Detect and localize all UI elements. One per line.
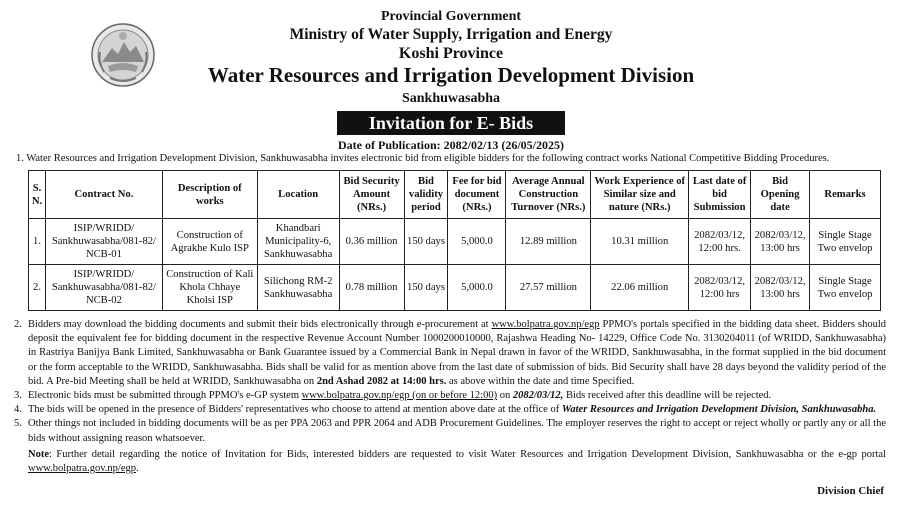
cell-contract-no: ISIP/WRIDD/ Sankhuwasabha/081-82/ NCB-02 bbox=[45, 265, 162, 311]
note-text-part: : Further detail regarding the notice of Invitation for Bids, interested bidders are requested to visit Water Resources and Irrigation Development Division, Sankhuwasabha or the e-gp portal bbox=[49, 448, 886, 460]
th-description: Description of works bbox=[162, 171, 257, 219]
note-text-part: The bids will be opened in the presence of Bidders' representatives who choose to attend at mention above date at the office of bbox=[28, 404, 562, 416]
cell-validity: 150 days bbox=[404, 265, 448, 311]
cell-sn: 2. bbox=[29, 265, 46, 311]
cell-remarks: Single Stage Two envelop bbox=[810, 219, 881, 265]
province-line: Koshi Province bbox=[398, 45, 504, 62]
th-turnover: Average Annual Construction Turnover (NRs.) bbox=[506, 171, 591, 219]
ministry-line: Ministry of Water Supply, Irrigation and Energy bbox=[289, 26, 613, 43]
note-text-part: Bids received after this deadline will be rejected. bbox=[563, 390, 772, 402]
intro-number: 1. bbox=[16, 153, 24, 164]
district-line: Sankhuwasabha bbox=[401, 91, 501, 106]
cell-sn: 1. bbox=[29, 219, 46, 265]
cell-experience: 22.06 million bbox=[591, 265, 689, 311]
th-opening-date: Bid Opening date bbox=[751, 171, 810, 219]
intro-paragraph bbox=[16, 153, 894, 164]
cell-location: Khandbari Municipality-6, Sankhuwasabha bbox=[257, 219, 339, 265]
note-text-part: as above within the date and time Specified. bbox=[446, 375, 635, 387]
note-number: 4. bbox=[14, 404, 22, 416]
note-text-part: . bbox=[136, 463, 139, 475]
cell-validity: 150 days bbox=[404, 219, 448, 265]
note-2 bbox=[14, 318, 886, 389]
cell-description: Construction of Kali Khola Chhaye Kholsi ISP bbox=[162, 265, 257, 311]
note-text-part: Bidders may download the bidding documents and submit their bids electronically through e-procurement at bbox=[28, 319, 492, 330]
table-header-row bbox=[29, 171, 881, 219]
note-text: Other things not included in bidding documents will be as per PPA 2063 and PPR 2064 and ADB Procurement Guidelines. The employer reserves the right to accept or reject wholly or partly any or all the bids without assigning reason whatsoever. bbox=[28, 418, 886, 444]
cell-last-date: 2082/03/12, 12:00 hrs. bbox=[689, 219, 751, 265]
signature: Division Chief bbox=[817, 485, 884, 497]
cell-fee: 5,000.0 bbox=[448, 265, 506, 311]
cell-opening-date: 2082/03/12, 13:00 hrs bbox=[751, 265, 810, 311]
cell-fee: 5,000.0 bbox=[448, 219, 506, 265]
cell-experience: 10.31 million bbox=[591, 219, 689, 265]
th-sn: S. N. bbox=[29, 171, 46, 219]
govt-line: Provincial Government bbox=[380, 9, 522, 24]
bolpatra-link[interactable]: www.bolpatra.gov.np/egp bbox=[491, 319, 600, 330]
deadline-date: 2082/03/12, bbox=[512, 390, 564, 402]
note-text-part: PPMO's portals specified in the bidding data sheet. Bidders should deposit the equivalent fee for bidding document in the respective Revenue Account Number 1000200010000, Rajashwa Heading No- 14229, Office Code No. 3130204011 (of WRIDD, Sankhuwasabha) in Rastriya Banijya Bank Limited, Sankhuwasabha or Bank Guarantee issued by a Commercial Bank in Nepal drawn in favor of the WRIDD, Sankhuwasabha, in the format supplied in the bid document or the form acceptable to the WRIDD, Sankhuwasabha. Bids shall be valid for as mention above from the last date of submission of bids. Bid Security shall have 28 days beyond the validity period of the bid. A Pre-bid Meeting shall be held at WRIDD, Sankhuwasabha on bbox=[28, 319, 886, 387]
note-label: Note bbox=[28, 448, 49, 460]
note-text bbox=[28, 403, 886, 417]
egp-link[interactable]: www.bolpatra.gov.np/egp (on or before 12:00) bbox=[301, 390, 498, 402]
th-last-date: Last date of bid Submission bbox=[689, 171, 751, 219]
note-number: 2. bbox=[14, 319, 22, 330]
note-number: 5. bbox=[14, 418, 22, 430]
cell-bid-security: 0.36 million bbox=[339, 219, 404, 265]
th-remarks: Remarks bbox=[810, 171, 881, 219]
publication-date: Date of Publication: 2082/02/13 (26/05/2025) bbox=[338, 138, 564, 152]
note-5 bbox=[14, 417, 886, 445]
cell-remarks: Single Stage Two envelop bbox=[810, 265, 881, 311]
intro-text: Water Resources and Irrigation Development Division, Sankhuwasabha invites electronic bid from eligible bidders for the following contract works National Competitive Bidding Procedures. bbox=[26, 153, 830, 164]
note-3 bbox=[14, 389, 886, 403]
notice-header bbox=[0, 0, 902, 138]
cell-last-date: 2082/03/12, 12:00 hrs bbox=[689, 265, 751, 311]
notes-section bbox=[14, 318, 886, 476]
note-number: 3. bbox=[14, 390, 22, 402]
final-note bbox=[28, 448, 886, 476]
th-location: Location bbox=[257, 171, 339, 219]
cell-opening-date: 2082/03/12, 13:00 hrs bbox=[751, 219, 810, 265]
table-row bbox=[29, 219, 881, 265]
cell-bid-security: 0.78 million bbox=[339, 265, 404, 311]
division-title: Water Resources and Irrigation Development Division bbox=[207, 63, 695, 87]
office-name: Water Resources and Irrigation Development Division, Sankhuwasabha. bbox=[561, 404, 877, 416]
th-fee: Fee for bid document (NRs.) bbox=[448, 171, 506, 219]
bolpatra-link-final[interactable]: www.bolpatra.gov.np/egp bbox=[28, 463, 136, 475]
th-experience: Work Experience of Similar size and nature (NRs.) bbox=[591, 171, 689, 219]
note-text-part: on bbox=[497, 390, 513, 402]
th-bid-security: Bid Security Amount (NRs.) bbox=[339, 171, 404, 219]
cell-description: Construction of Agrakhe Kulo ISP bbox=[162, 219, 257, 265]
cell-turnover: 27.57 million bbox=[506, 265, 591, 311]
note-text bbox=[28, 389, 886, 403]
bids-table bbox=[28, 170, 881, 311]
th-contract-no: Contract No. bbox=[45, 171, 162, 219]
th-validity: Bid validity period bbox=[404, 171, 448, 219]
prebid-meeting-date: 2nd Ashad 2082 at 14:00 hrs. bbox=[316, 375, 447, 387]
notice-banner: Invitation for E- Bids bbox=[337, 111, 565, 135]
cell-location: Silichong RM-2 Sankhuwasabha bbox=[257, 265, 339, 311]
note-text-part: Electronic bids must be submitted through PPMO's e-GP system bbox=[28, 390, 302, 402]
note-4 bbox=[14, 403, 886, 417]
table-row bbox=[29, 265, 881, 311]
cell-turnover: 12.89 million bbox=[506, 219, 591, 265]
cell-contract-no: ISIP/WRIDD/ Sankhuwasabha/081-82/ NCB-01 bbox=[45, 219, 162, 265]
note-text bbox=[28, 318, 886, 389]
